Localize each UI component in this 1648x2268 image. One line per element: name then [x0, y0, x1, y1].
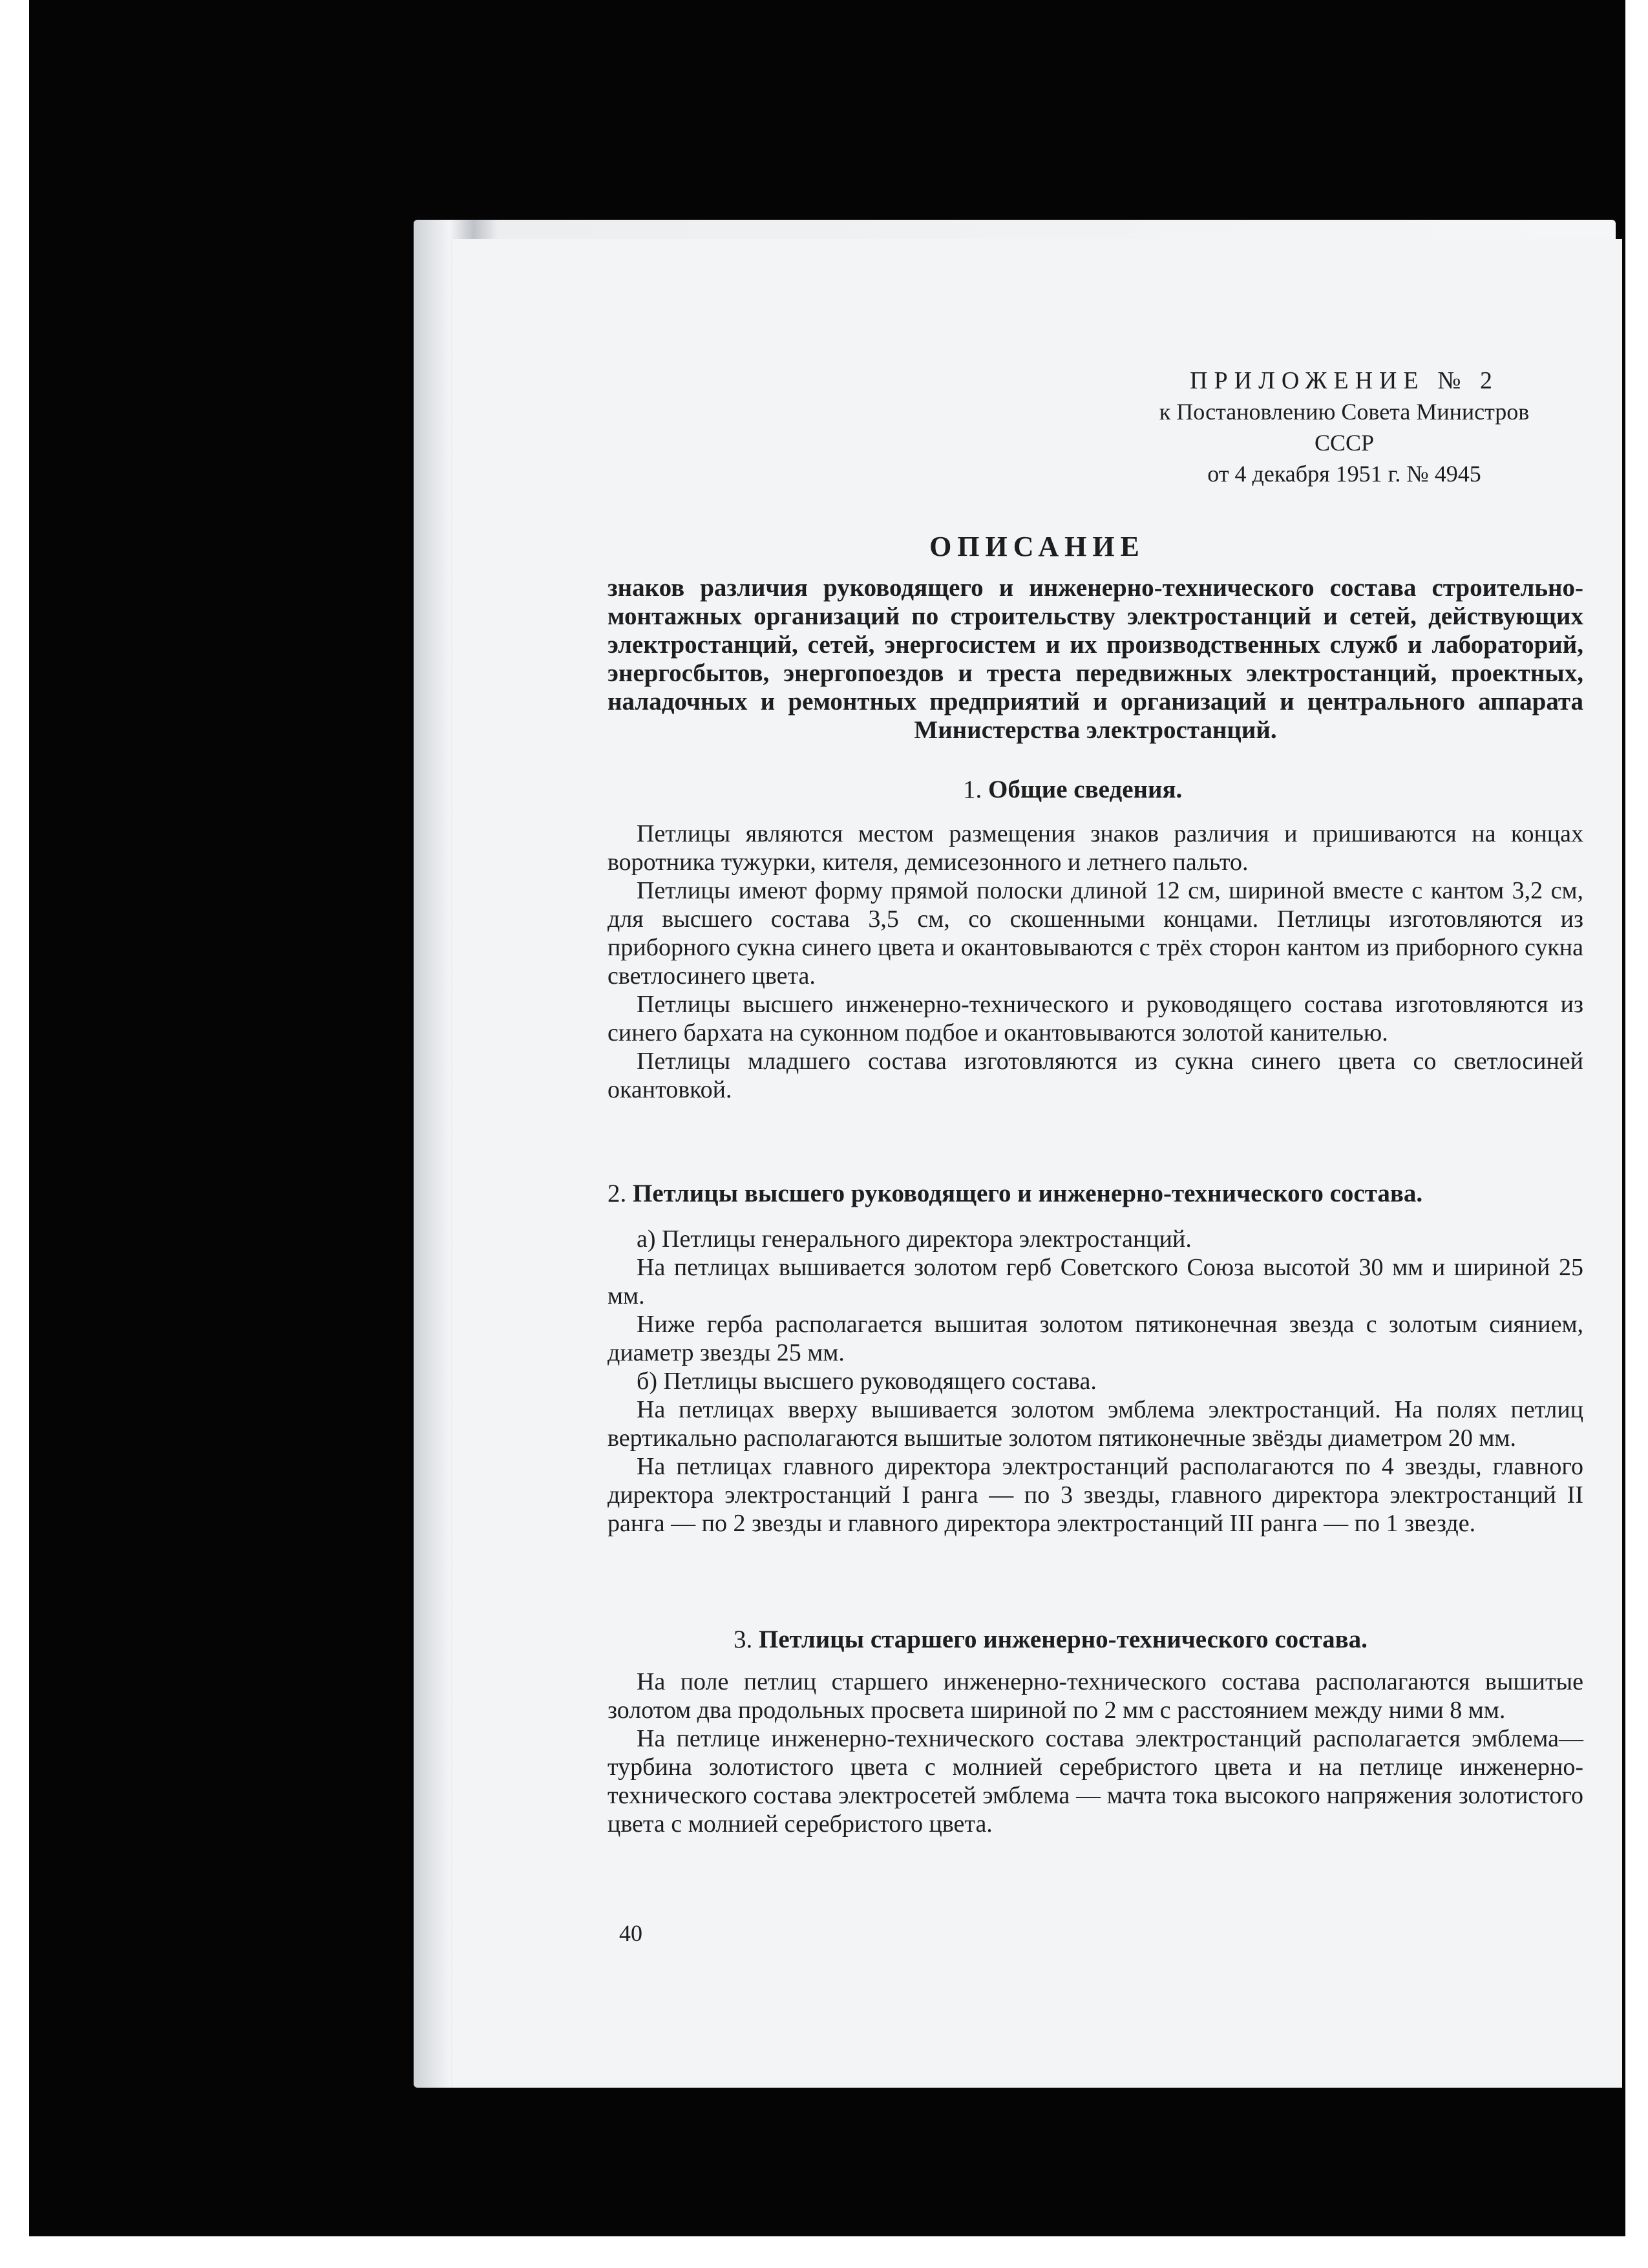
paragraph: Петлицы младшего состава изготовляются из сукна синего цвета со светлосиней окантовкой.: [607, 1048, 1583, 1103]
paragraph: На петлицах главного директора электростанций располагаются по 4 звезды, главного директора электростанций I ранга — по 3 звезды, главного директора электростанций II ранга — по 2 звезды и главного директора электростанций III ранга — по 1 звезде.: [607, 1453, 1583, 1537]
appendix-line-1: к Постановлению Совета Министров: [1159, 399, 1530, 425]
appendix-line-3: от 4 декабря 1951 г. № 4945: [1207, 461, 1481, 487]
document-subtitle: знаков различия руководящего и инженерно-технического состава строительно-монтажных организаций по строительству электростанций и сетей, действующих электростанций, сетей, энергосистем и их производственных служб и лабораторий, энергосбытов, энергопоездов и треста передвижных электростанций, проектных, наладочных и ремонтных предприятий и организаций и центрального аппарата Министерства электростанций.: [607, 574, 1583, 744]
section-1-title: Общие сведения.: [988, 776, 1183, 803]
appendix-line-2: СССР: [1314, 430, 1375, 456]
section-3-number: 3.: [734, 1626, 753, 1653]
section-2-title: Петлицы высшего руководящего и инженерно-технического состава.: [633, 1180, 1423, 1207]
page-number: 40: [619, 1920, 642, 1946]
section-1-body: [607, 820, 1583, 1104]
section-2-number: 2.: [607, 1180, 627, 1207]
section-2-heading: [607, 1180, 1422, 1208]
section-3-heading: [734, 1626, 1368, 1654]
document-title: ОПИСАНИЕ: [929, 531, 1145, 562]
paragraph: Ниже герба располагается вышитая золотом пятиконечная звезда с золотым сиянием, диаметр звезды 25 мм.: [607, 1311, 1583, 1366]
paragraph: Петлицы являются местом размещения знаков различия и пришиваются на концах воротника тужурки, кителя, демисезонного и летнего пальто.: [607, 820, 1583, 876]
appendix-header: [1099, 365, 1590, 489]
appendix-heading: ПРИЛОЖЕНИЕ № 2: [1190, 367, 1499, 394]
paragraph: На петлицах вверху вышивается золотом эмблема электростанций. На полях петлиц вертикально располагаются вышитые золотом пятиконечные звёзды диаметром 20 мм.: [607, 1396, 1583, 1452]
paragraph: Петлицы высшего инженерно-технического и руководящего состава изготовляются из синего бархата на суконном подбое и окантовываются золотой канителью.: [607, 991, 1583, 1046]
paragraph: На поле петлиц старшего инженерно-технического состава располагаются вышитые золотом два продольных просвета шириной по 2 мм с расстоянием между ними 8 мм.: [607, 1668, 1583, 1724]
section-3-body: [607, 1668, 1583, 1838]
section-1-number: 1.: [963, 776, 982, 803]
section-2-body: [607, 1225, 1583, 1538]
paragraph: На петлицах вышивается золотом герб Советского Союза высотой 30 мм и шириной 25 мм.: [607, 1254, 1583, 1309]
section-1-heading: [963, 776, 1182, 804]
paragraph: На петлице инженерно-технического состава электростанций располагается эмблема—турбина золотистого цвета с молнией серебристого цвета и на петлице инженерно-технического состава электросетей эмблема — мачта тока высокого напряжения золотистого цвета с молнией серебристого цвета.: [607, 1725, 1583, 1838]
document-page: [452, 239, 1622, 2088]
section-3-title: Петлицы старшего инженерно-технического состава.: [759, 1626, 1368, 1653]
paragraph: а) Петлицы генерального директора электростанций.: [637, 1225, 1192, 1253]
paragraph: б) Петлицы высшего руководящего состава.: [637, 1368, 1097, 1395]
paragraph: Петлицы имеют форму прямой полоски длиной 12 см, шириной вместе с кантом 3,2 см, для высшего состава 3,5 см, со скошенными концами. Петлицы изготовляются из приборного сукна синего цвета и окантовываются с трёх сторон кантом из приборного сукна светлосинего цвета.: [607, 877, 1583, 990]
